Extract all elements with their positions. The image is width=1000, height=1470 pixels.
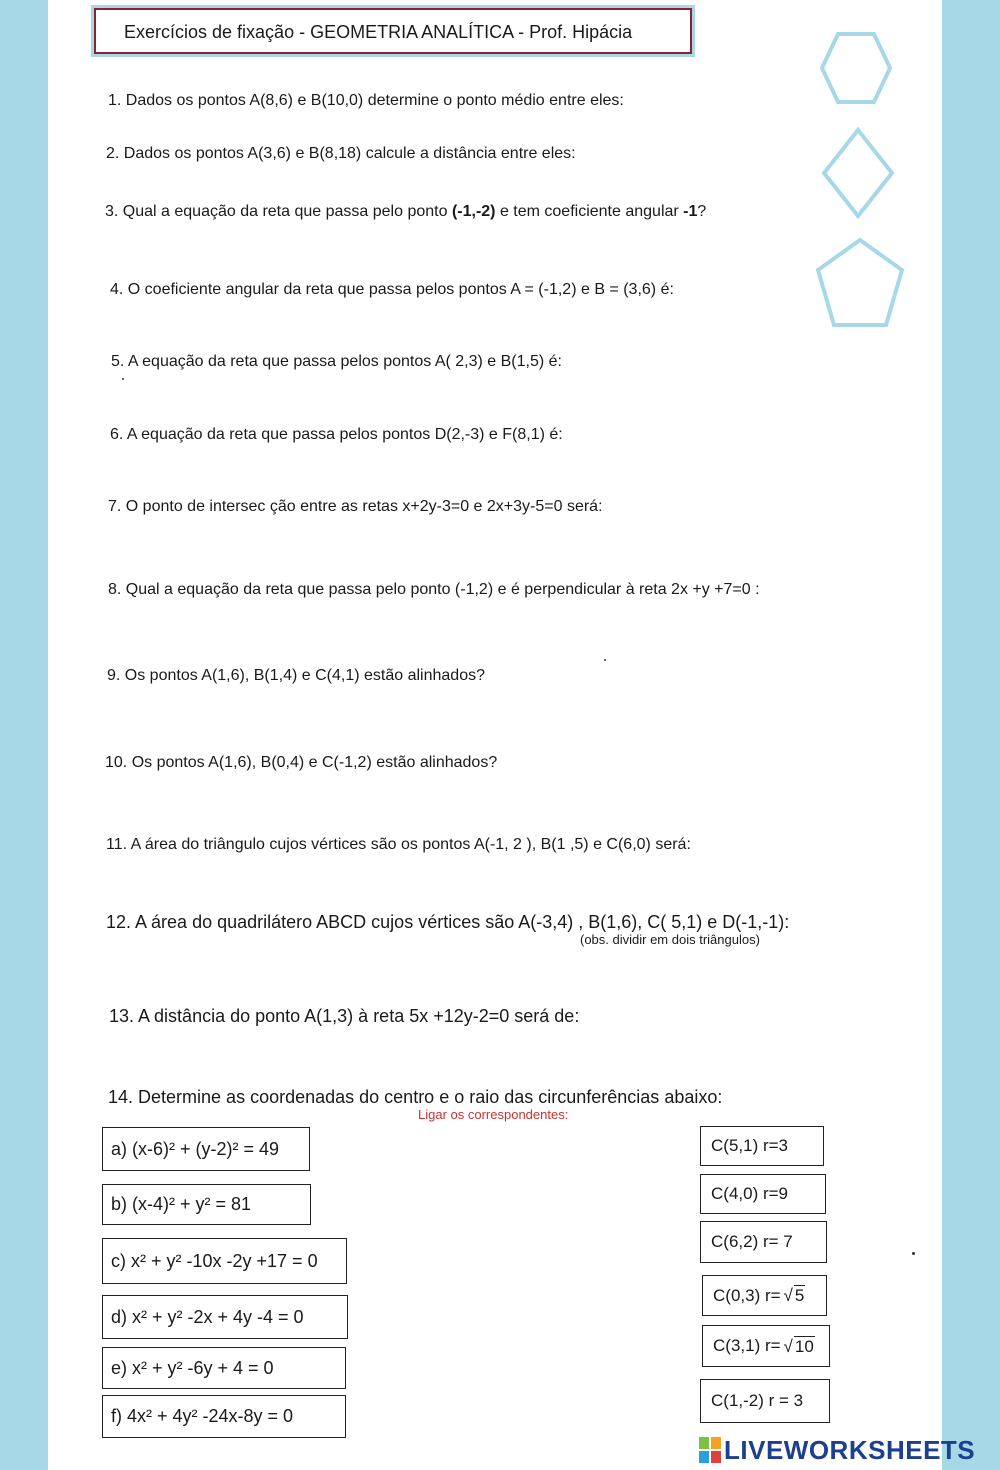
answer-box-3[interactable] [700, 1221, 827, 1263]
radicand: 5 [794, 1286, 805, 1305]
stray-mark [604, 659, 606, 661]
equation-box-f[interactable] [102, 1395, 346, 1438]
liveworksheets-logo-icon [698, 1436, 722, 1464]
question-2: 2. Dados os pontos A(3,6) e B(8,18) calcule a distância entre eles: [106, 145, 576, 162]
question-7: 7. O ponto de intersec ção entre as retas x+2y-3=0 e 2x+3y-5=0 será: [108, 498, 603, 515]
answer-text: C(1,-2) r = 3 [711, 1391, 804, 1410]
answer-box-4[interactable] [702, 1275, 827, 1316]
question-12-note: (obs. dividir em dois triângulos) [580, 932, 760, 947]
question-12: 12. A área do quadrilátero ABCD cujos vértices são A(-3,4) , B(1,6), C( 5,1) e D(-1,-1): [106, 912, 790, 932]
equation-text: b) (x-4)² + y² = 81 [111, 1194, 252, 1214]
hexagon-icon [818, 30, 894, 106]
equation-box-c[interactable] [102, 1238, 347, 1284]
equation-box-a[interactable] [102, 1127, 310, 1171]
answer-box-5[interactable] [702, 1325, 830, 1367]
answer-text: C(4,0) r=9 [711, 1184, 788, 1203]
equation-box-e[interactable] [102, 1347, 346, 1389]
answer-text: C(0,3) r= [713, 1285, 781, 1305]
stray-mark [912, 1252, 915, 1255]
radical-sign: √ [783, 1286, 793, 1305]
diamond-icon [820, 126, 896, 220]
question-1: 1. Dados os pontos A(8,6) e B(10,0) determine o ponto médio entre eles: [108, 92, 624, 109]
equation-text: d) x² + y² -2x + 4y -4 = 0 [111, 1306, 304, 1327]
stray-mark [122, 378, 124, 380]
question-9: 9. Os pontos A(1,6), B(1,4) e C(4,1) estão alinhados? [107, 667, 485, 684]
square-root [784, 1285, 806, 1306]
radical-sign: √ [783, 1336, 793, 1356]
radicand: 10 [794, 1336, 814, 1356]
question-3 [105, 203, 706, 221]
question-5: 5. A equação da reta que passa pelos pontos A( 2,3) e B(1,5) é: [111, 353, 562, 370]
question-13: 13. A distância do ponto A(1,3) à reta 5x +12y-2=0 será de: [109, 1006, 580, 1026]
question-14: 14. Determine as coordenadas do centro e o raio das circunferências abaixo: [108, 1087, 723, 1107]
answer-text: C(3,1) r= [713, 1336, 781, 1355]
question-4: 4. O coeficiente angular da reta que passa pelos pontos A = (-1,2) e B = (3,6) é: [110, 281, 674, 298]
question-3-point: (-1,-2) [451, 203, 496, 220]
question-8: 8. Qual a equação da reta que passa pelo ponto (-1,2) e é perpendicular à reta 2x +y +7=0 : [108, 581, 760, 598]
worksheet-title [94, 8, 692, 54]
equation-box-d[interactable] [102, 1295, 348, 1339]
equation-text: f) 4x² + 4y² -24x-8y = 0 [111, 1406, 294, 1426]
answer-text: C(5,1) r=3 [711, 1136, 788, 1155]
pentagon-icon [814, 236, 906, 330]
equation-text: e) x² + y² -6y + 4 = 0 [111, 1357, 274, 1378]
left-decorative-band [0, 0, 48, 1470]
question-11: 11. A área do triângulo cujos vértices são os pontos A(-1, 2 ), B(1 ,5) e C(6,0) será: [106, 836, 691, 853]
answer-text: C(6,2) r= 7 [711, 1232, 793, 1251]
question-3-part: 3. Qual a equação da reta que passa pelo ponto [105, 203, 452, 220]
question-3-part: e tem coeficiente angular [495, 203, 684, 220]
liveworksheets-brand[interactable] [698, 1434, 975, 1466]
equation-text: c) x² + y² -10x -2y +17 = 0 [111, 1250, 318, 1271]
square-root [784, 1336, 815, 1357]
question-6: 6. A equação da reta que passa pelos pontos D(2,-3) e F(8,1) é: [110, 426, 563, 443]
liveworksheets-wordmark: LIVEWORKSHEETS [724, 1434, 976, 1465]
matching-instruction: Ligar os correspondentes: [418, 1107, 569, 1122]
answer-box-1[interactable] [700, 1126, 824, 1166]
answer-box-2[interactable] [700, 1174, 826, 1214]
question-10: 10. Os pontos A(1,6), B(0,4) e C(-1,2) estão alinhados? [105, 754, 498, 771]
worksheet-title-text: Exercícios de fixação - GEOMETRIA ANALÍTICA - Prof. Hipácia [124, 22, 633, 42]
answer-box-6[interactable] [700, 1379, 830, 1423]
equation-text: a) (x-6)² + (y-2)² = 49 [111, 1138, 280, 1159]
question-3-slope: -1 [683, 203, 698, 220]
equation-box-b[interactable] [102, 1184, 311, 1225]
right-decorative-band [942, 0, 1000, 1470]
question-3-part: ? [697, 203, 707, 220]
